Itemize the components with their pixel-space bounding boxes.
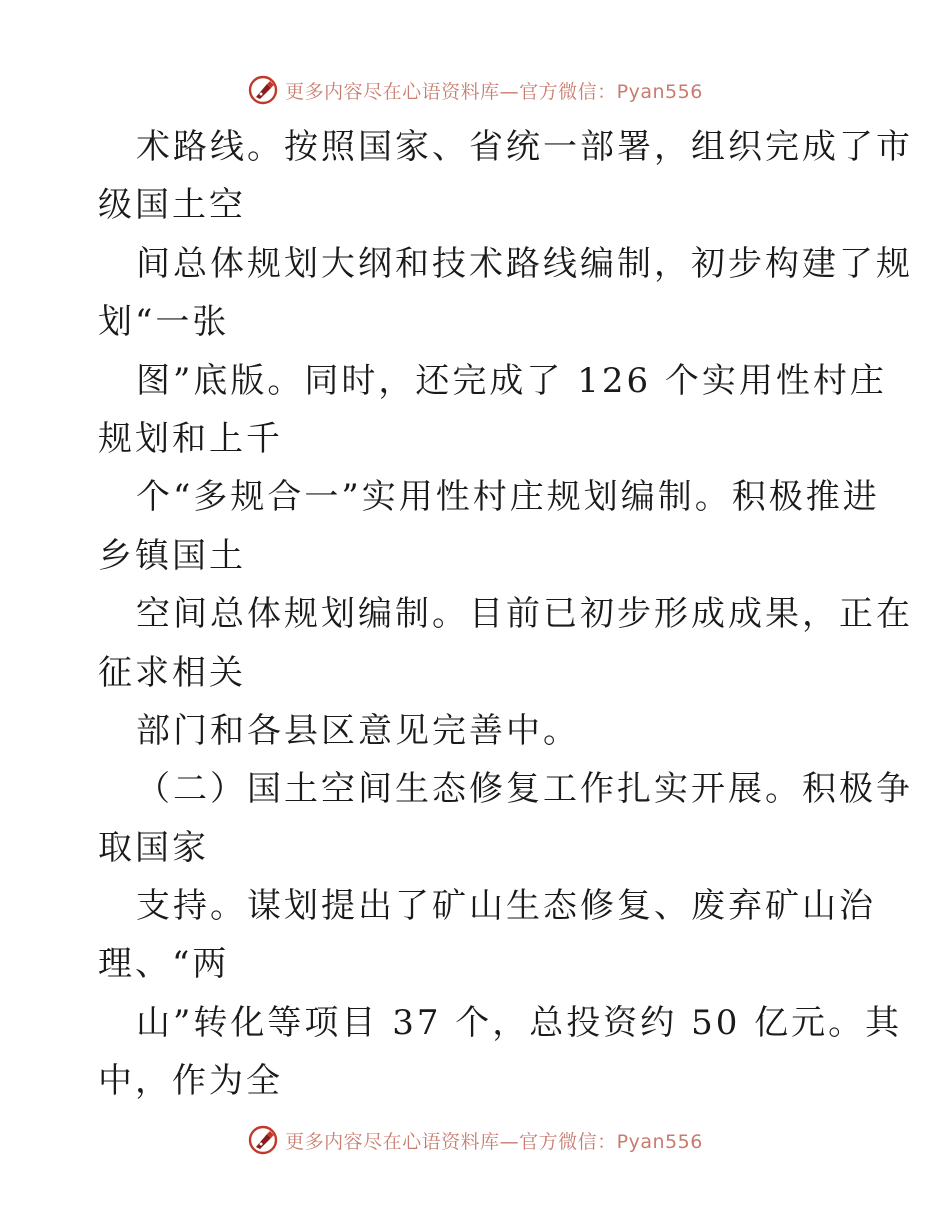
text-line: 支持。谋划提出了矿山生态修复、废弃矿山治 xyxy=(136,886,876,927)
text-line: 部门和各县区意见完善中。 xyxy=(136,710,580,751)
footer-banner xyxy=(0,1120,950,1160)
text-line: 征求相关 xyxy=(98,652,246,693)
text-line: 空间总体规划编制。目前已初步形成成果，正在 xyxy=(136,594,913,635)
pen-nib-logo-icon xyxy=(247,74,279,106)
header-banner-text: 更多内容尽在心语资料库—官方微信：Pyan556 xyxy=(285,80,703,103)
header-banner xyxy=(0,70,950,110)
text-line: （二）国土空间生态修复工作扎实开展。积极争 xyxy=(136,769,913,810)
text-line: 乡镇国土 xyxy=(98,535,246,576)
text-line: 个“多规合一”实用性村庄规划编制。积极推进 xyxy=(136,477,880,518)
pen-nib-logo-icon xyxy=(247,1124,279,1156)
text-line: 划“一张 xyxy=(98,302,230,343)
text-line: 图”底版。同时，还完成了 126 个实用性村庄 xyxy=(136,360,887,401)
text-line: 理、“两 xyxy=(98,944,230,985)
text-line: 取国家 xyxy=(98,827,209,868)
text-line: 间总体规划大纲和技术路线编制，初步构建了规 xyxy=(136,243,913,284)
footer-banner-text: 更多内容尽在心语资料库—官方微信：Pyan556 xyxy=(285,1130,703,1153)
text-line: 术路线。按照国家、省统一部署，组织完成了市 xyxy=(136,127,913,167)
text-line: 级国土空 xyxy=(98,185,246,226)
text-line: 规划和上千 xyxy=(98,418,283,459)
text-line: 山”转化等项目 37 个，总投资约 50 亿元。其 xyxy=(136,1002,903,1043)
document-body xyxy=(98,118,913,1111)
text-line: 中，作为全 xyxy=(98,1061,283,1102)
